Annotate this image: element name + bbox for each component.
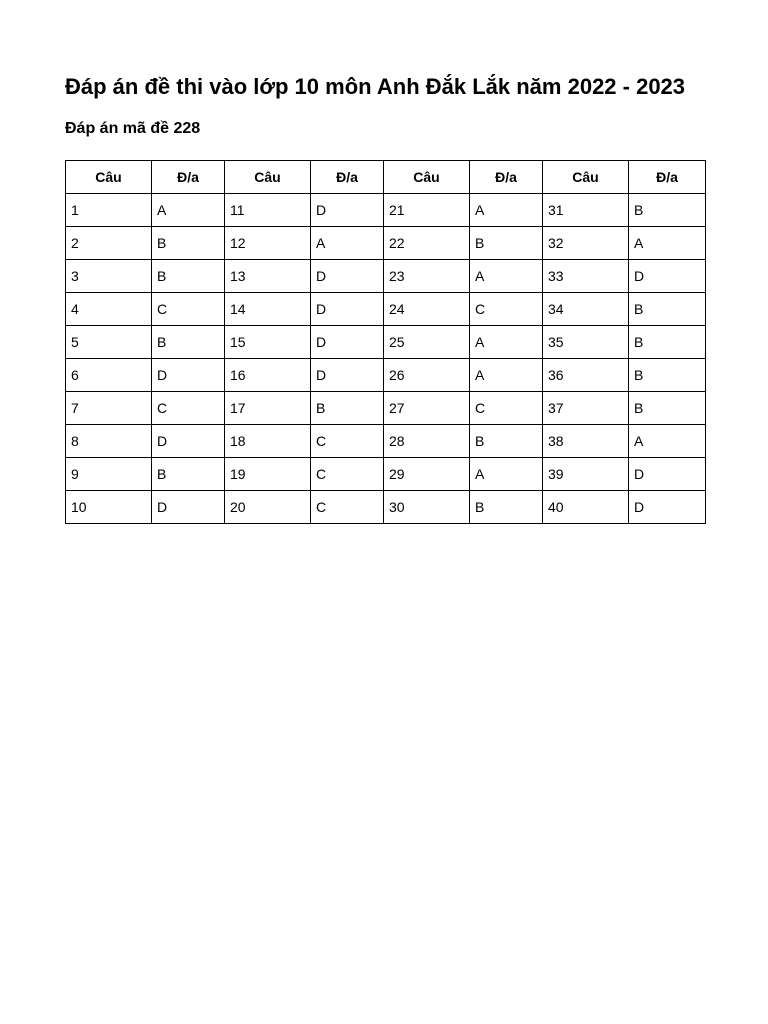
table-row bbox=[66, 326, 706, 359]
answer-cell: C bbox=[152, 392, 225, 425]
question-number-cell: 27 bbox=[384, 392, 470, 425]
question-number-cell: 17 bbox=[225, 392, 311, 425]
question-number-cell: 12 bbox=[225, 227, 311, 260]
question-number-cell: 10 bbox=[66, 491, 152, 524]
question-number-cell: 8 bbox=[66, 425, 152, 458]
question-number-cell: 9 bbox=[66, 458, 152, 491]
answer-cell: A bbox=[470, 359, 543, 392]
answer-cell: B bbox=[629, 392, 706, 425]
answer-cell: B bbox=[152, 227, 225, 260]
question-number-cell: 16 bbox=[225, 359, 311, 392]
section-title: Đáp án mã đề 228 bbox=[65, 120, 201, 137]
question-number-cell: 20 bbox=[225, 491, 311, 524]
question-number-cell: 13 bbox=[225, 260, 311, 293]
question-number-cell: 35 bbox=[543, 326, 629, 359]
question-number-cell: 18 bbox=[225, 425, 311, 458]
answer-cell: D bbox=[311, 293, 384, 326]
table-row bbox=[66, 293, 706, 326]
answer-cell: A bbox=[152, 194, 225, 227]
question-number-cell: 5 bbox=[66, 326, 152, 359]
answer-table bbox=[65, 160, 706, 524]
question-number-cell: 36 bbox=[543, 359, 629, 392]
answer-cell: B bbox=[470, 425, 543, 458]
question-number-cell: 2 bbox=[66, 227, 152, 260]
answer-cell: A bbox=[629, 425, 706, 458]
question-number-cell: 30 bbox=[384, 491, 470, 524]
answer-cell: D bbox=[311, 326, 384, 359]
question-number-cell: 22 bbox=[384, 227, 470, 260]
answer-cell: C bbox=[470, 293, 543, 326]
column-header-question: Câu bbox=[384, 161, 470, 194]
column-header-question: Câu bbox=[225, 161, 311, 194]
question-number-cell: 29 bbox=[384, 458, 470, 491]
column-header-question: Câu bbox=[66, 161, 152, 194]
column-header-question: Câu bbox=[543, 161, 629, 194]
table-row bbox=[66, 260, 706, 293]
answer-cell: B bbox=[629, 293, 706, 326]
question-number-cell: 7 bbox=[66, 392, 152, 425]
column-header-answer: Đ/a bbox=[470, 161, 543, 194]
answer-cell: C bbox=[311, 491, 384, 524]
question-number-cell: 40 bbox=[543, 491, 629, 524]
answer-cell: A bbox=[470, 194, 543, 227]
table-row bbox=[66, 425, 706, 458]
answer-cell: B bbox=[311, 392, 384, 425]
answer-cell: A bbox=[629, 227, 706, 260]
question-number-cell: 39 bbox=[543, 458, 629, 491]
question-number-cell: 32 bbox=[543, 227, 629, 260]
table-body bbox=[66, 194, 706, 524]
answer-cell: A bbox=[470, 260, 543, 293]
column-header-answer: Đ/a bbox=[152, 161, 225, 194]
table-row bbox=[66, 491, 706, 524]
answer-cell: C bbox=[152, 293, 225, 326]
question-number-cell: 3 bbox=[66, 260, 152, 293]
answer-cell: D bbox=[629, 260, 706, 293]
answer-cell: D bbox=[152, 491, 225, 524]
answer-cell: C bbox=[470, 392, 543, 425]
question-number-cell: 6 bbox=[66, 359, 152, 392]
table-row bbox=[66, 458, 706, 491]
question-number-cell: 15 bbox=[225, 326, 311, 359]
question-number-cell: 34 bbox=[543, 293, 629, 326]
answer-cell: B bbox=[629, 194, 706, 227]
answer-cell: A bbox=[311, 227, 384, 260]
question-number-cell: 26 bbox=[384, 359, 470, 392]
answer-cell: C bbox=[311, 458, 384, 491]
table-row bbox=[66, 194, 706, 227]
answer-cell: D bbox=[152, 425, 225, 458]
question-number-cell: 11 bbox=[225, 194, 311, 227]
answer-cell: D bbox=[311, 260, 384, 293]
answer-cell: B bbox=[629, 359, 706, 392]
answer-cell: D bbox=[152, 359, 225, 392]
answer-cell: B bbox=[152, 458, 225, 491]
column-header-answer: Đ/a bbox=[311, 161, 384, 194]
question-number-cell: 33 bbox=[543, 260, 629, 293]
question-number-cell: 31 bbox=[543, 194, 629, 227]
table-row bbox=[66, 392, 706, 425]
question-number-cell: 14 bbox=[225, 293, 311, 326]
answer-cell: B bbox=[629, 326, 706, 359]
answer-cell: D bbox=[311, 194, 384, 227]
question-number-cell: 37 bbox=[543, 392, 629, 425]
question-number-cell: 4 bbox=[66, 293, 152, 326]
table-row bbox=[66, 227, 706, 260]
table-header-row bbox=[66, 161, 706, 194]
column-header-answer: Đ/a bbox=[629, 161, 706, 194]
answer-cell: C bbox=[311, 425, 384, 458]
answer-cell: D bbox=[629, 458, 706, 491]
answer-cell: B bbox=[470, 491, 543, 524]
question-number-cell: 38 bbox=[543, 425, 629, 458]
answer-cell: A bbox=[470, 326, 543, 359]
page-title: Đáp án đề thi vào lớp 10 môn Anh Đắk Lắk năm 2022 - 2023 bbox=[65, 74, 686, 99]
question-number-cell: 24 bbox=[384, 293, 470, 326]
question-number-cell: 28 bbox=[384, 425, 470, 458]
question-number-cell: 19 bbox=[225, 458, 311, 491]
answer-cell: A bbox=[470, 458, 543, 491]
answer-cell: B bbox=[152, 326, 225, 359]
answer-cell: B bbox=[152, 260, 225, 293]
question-number-cell: 21 bbox=[384, 194, 470, 227]
question-number-cell: 25 bbox=[384, 326, 470, 359]
table-row bbox=[66, 359, 706, 392]
answer-cell: B bbox=[470, 227, 543, 260]
answer-cell: D bbox=[629, 491, 706, 524]
question-number-cell: 1 bbox=[66, 194, 152, 227]
question-number-cell: 23 bbox=[384, 260, 470, 293]
answer-cell: D bbox=[311, 359, 384, 392]
